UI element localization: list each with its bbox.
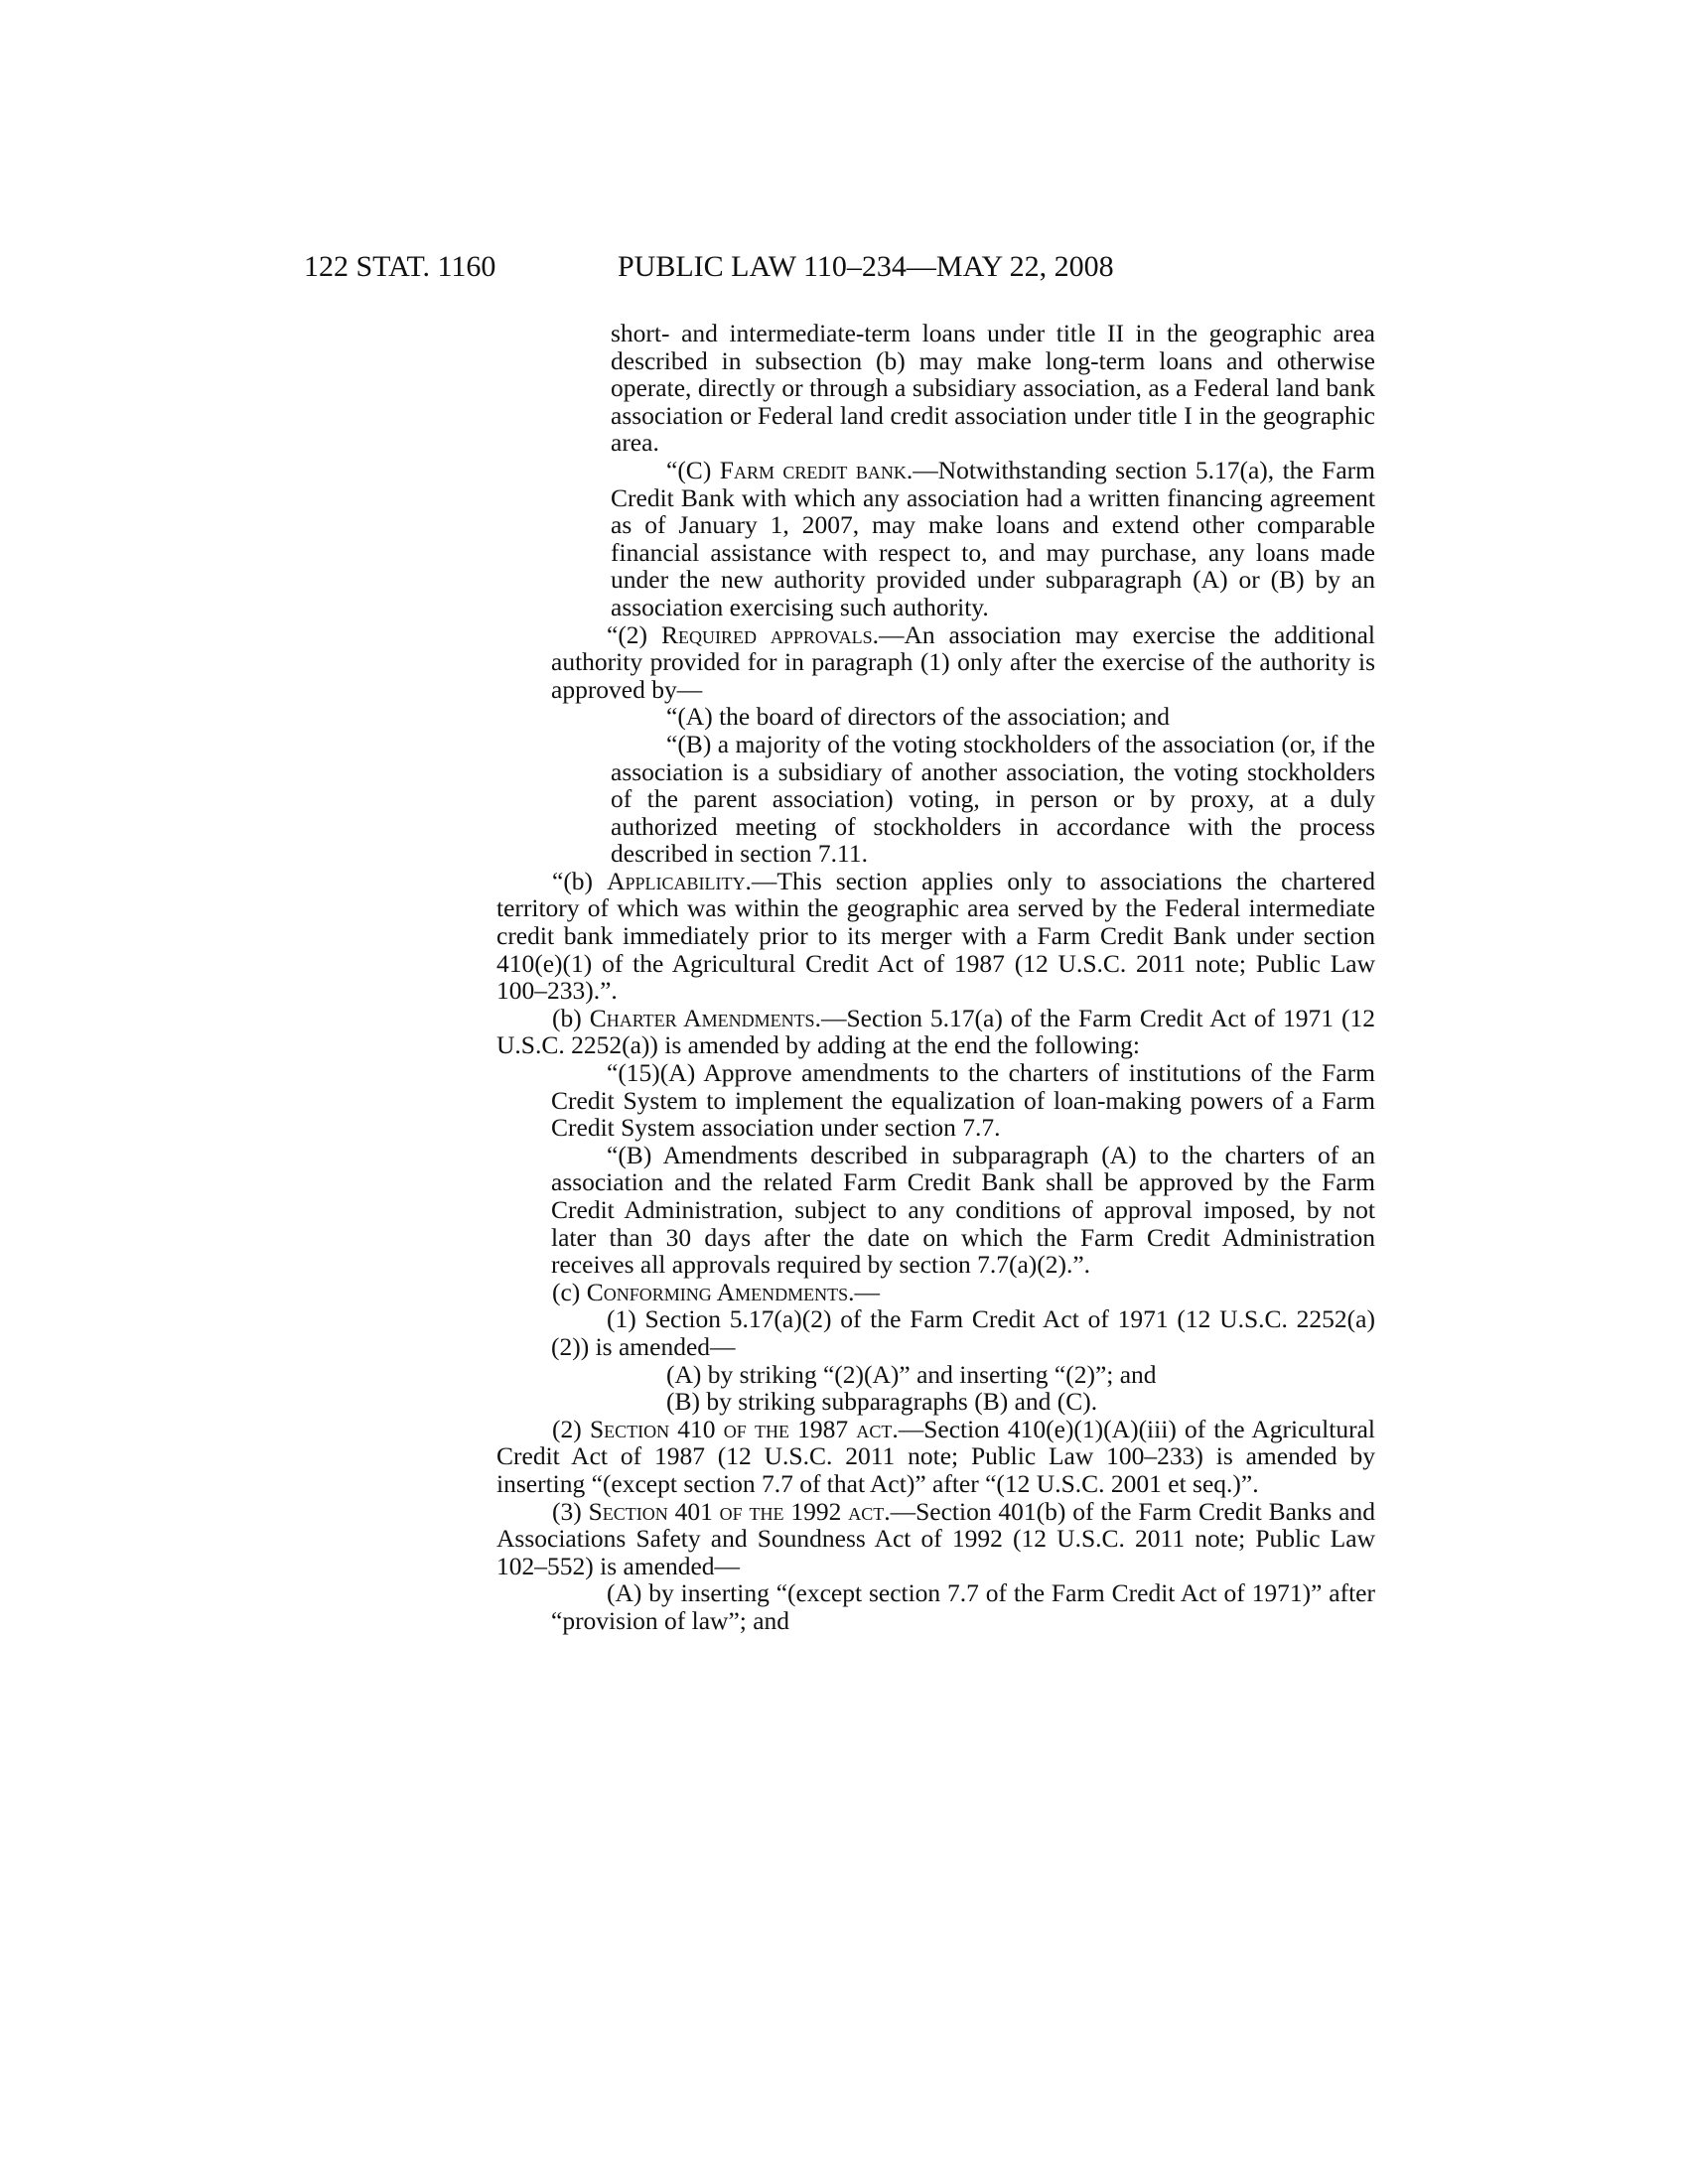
paragraph-continuation: short- and intermediate-term loans under title II in the geographic area described in subsection (b) may make long-term loans and otherwise operate, directly or through a subsidiary association, as a Federal land bank association or Federal land credit association under title I in the geographic area. — [611, 319, 1375, 458]
paragraph-heading: Applicability — [607, 866, 746, 895]
paragraph-c1: (1) Section 5.17(a)(2) of the Farm Credit Act of 1971 (12 U.S.C. 2252(a)(2)) is amended— — [551, 1304, 1375, 1361]
paragraph-c1-a: (A) by striking “(2)(A)” and inserting “(2)”; and — [666, 1359, 1157, 1389]
paragraph-b-majority: “(B) a majority of the voting stockholders of the association (or, if the association is a subsidiary of another association, the voting stockholders of the parent association) voting, in person or by proxy, at a duly authorized meeting of stockholders in accordance with the process described in section 7.11. — [611, 729, 1375, 869]
paragraph-c3-section-401: (3) Section 401 of the 1992 act.—Section 401(b) of the Farm Credit Banks and Associations Safety and Soundness Act of 1992 (12 U.S.C. 2011 note; Public Law 102–552) is amended— — [496, 1496, 1375, 1580]
document-body — [496, 320, 1375, 1635]
paragraph-15b: “(B) Amendments described in subparagraph (A) to the charters of an association and the related Farm Credit Bank shall be approved by the Farm Credit Administration, subject to any conditions of approval imposed, by not later than 30 days after the date on which the Farm Credit Administration receives all approvals required by section 7.7(a)(2).”. — [551, 1140, 1375, 1280]
paragraph-applicability: “(b) Applicability.—This section applies only to associations the chartered territory of which was within the geographic area served by the Federal intermediate credit bank immediately prior to its merger with a Farm Credit Bank under section 410(e)(1) of the Agricultural Credit Act of 1987 (12 U.S.C. 2011 note; Public Law 100–233).”. — [496, 866, 1375, 1006]
paragraph-a-board: “(A) the board of directors of the association; and — [666, 702, 1170, 732]
paragraph-15a: “(15)(A) Approve amendments to the charters of institutions of the Farm Credit System to implement the equalization of loan-making powers of a Farm Credit System association under section 7.7. — [551, 1058, 1375, 1143]
paragraph-c2-section-410: (2) Section 410 of the 1987 act.—Section 410(e)(1)(A)(iii) of the Agricultural Credit Act of 1987 (12 U.S.C. 2011 note; Public Law 100–233) is amended by inserting “(except section 7.7 of that Act)” after “(12 U.S.C. 2001 et seq.)”. — [496, 1414, 1375, 1498]
paragraph-heading: Required approvals — [660, 619, 873, 649]
paragraph-heading: Conforming Amendments — [586, 1277, 849, 1306]
paragraph-conforming-amendments: (c) Conforming Amendments.— — [552, 1277, 880, 1306]
paragraph-c-farm-credit-bank: “(C) Farm credit bank.—Notwithstanding section 5.17(a), the Farm Credit Bank with which any association had a written financing agreement as of January 1, 2007, may make loans and extend other comparable financial assistance with respect to, and may purchase, any loans made under the new authority provided under subparagraph (A) or (B) by an association exercising such authority. — [611, 455, 1375, 621]
paragraph-heading: Section 401 of the 1992 act — [588, 1496, 885, 1526]
paragraph-heading: Charter Amendments — [589, 1003, 815, 1032]
paragraph-required-approvals: “(2) Required approvals.—An association may exercise the additional authority provided for in paragraph (1) only after the exercise of the authority is approved by— — [551, 619, 1375, 704]
paragraph-c1-b: (B) by striking subparagraphs (B) and (C). — [666, 1387, 1098, 1417]
paragraph-heading: Section 410 of the 1987 act — [589, 1414, 893, 1443]
statute-page-number: 122 STAT. 1160 — [304, 250, 496, 283]
paragraph-charter-amendments: (b) Charter Amendments.—Section 5.17(a) of the Farm Credit Act of 1971 (12 U.S.C. 2252(a)) is amended by adding at the end the following: — [496, 1003, 1375, 1060]
running-header: PUBLIC LAW 110–234—MAY 22, 2008 — [618, 250, 1114, 283]
paragraph-heading: Farm credit bank — [719, 455, 907, 484]
paragraph-c3-a: (A) by inserting “(except section 7.7 of the Farm Credit Act of 1971)” after “provision of law”; and — [551, 1578, 1375, 1635]
